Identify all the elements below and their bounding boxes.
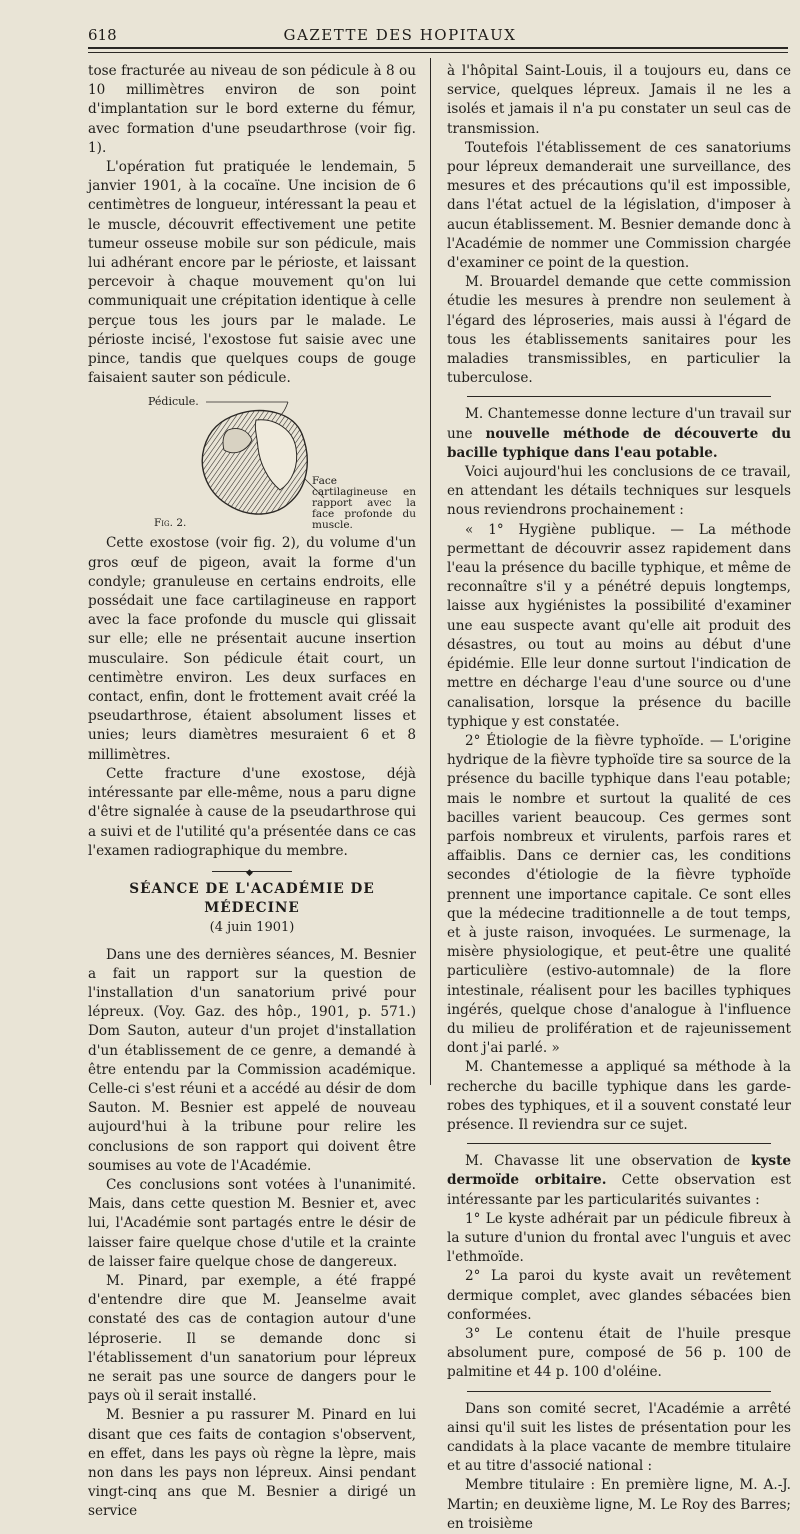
paragraph: Cette exostose (voir fig. 2), du volume d'un gros œuf de pigeon, avait la forme d'un condyle; granuleuse en certains endroits, elle possédait une face cartilagineuse en rapport avec la face profonde du muscle qui glissait sur elle; elle ne présentait aucune insertion musculaire. Son pédicule était court, un centimètre environ. Les deux surfaces en contact, enfin, dont le frottement avait créé la pseudarthrose, étaient absolument lisses et unies; leurs diamètres mesuraient 6 et 8 millimètres. <box>88 535 416 763</box>
paragraph-chantemesse <box>447 405 791 463</box>
paragraph: « 1° Hygiène publique. — La méthode permettant de découvrir assez rapidement dans l'eau la présence du bacille typhique, et même de reconnaître s'il y a pénétré depuis longtemps, laisse aux hygiénistes la possibilité d'examiner une eau suspecte avant qu'elle ait produit des désastres, ou tout au moins au début d'une épidémie. Elle leur donne surtout l'indication de mettre en décharge l'eau d'une source ou d'une canalisation, lorsque la présence du bacille typhique y est constatée. <box>447 521 791 730</box>
header-rule-thin <box>88 52 788 53</box>
paragraph-separator <box>467 396 771 397</box>
paragraph: M. Chantemesse a appliqué sa méthode à la recherche du bacille typhique dans les garde-robes des typhiques, et il a souvent constaté leur présence. Il reviendra sur ce sujet. <box>447 1059 791 1133</box>
paragraph: Cette fracture d'une exostose, déjà intéressante par elle-même, nous a paru digne d'être signalée à cause de la pseudarthrose qui a suivi et de l'utilité qu'a présentée dans ce cas l'examen radiographique du membre. <box>88 765 416 859</box>
paragraph: à l'hôpital Saint-Louis, il a toujours eu, dans ce service, quelques lépreux. Jamais il ne les a isolés et jamais il n'a pu constater un seul cas de transmission. <box>447 63 791 137</box>
paragraph: Toutefois l'établissement de ces sanatoriums pour lépreux demanderait une surveillance, des mesures et des précautions qu'il est impossible, dans l'état actuel de la législation, d'imposer à aucun établissement. M. Besnier demande donc à l'Académie de nommer une Commission chargée d'examiner ce point de la question. <box>447 139 791 272</box>
paragraph: M. Pinard, par exemple, a été frappé d'entendre dire que M. Jeanselme avait constaté des cas de contagion autour d'une léproserie. Il se demande donc si l'établissement d'un sanatorium pour lépreux ne serait pas une source de dangers pour le pays où il serait installé. <box>88 1272 416 1405</box>
right-column <box>447 62 791 1534</box>
paragraph: Membre titulaire : En première ligne, M. A.-J. Martin; en deuxième ligne, M. Le Roy des Barres; en troisième <box>447 1477 791 1532</box>
text-run: Cette observation est intéressante par les particularités suivantes : <box>447 1172 791 1208</box>
paragraph: Ces conclusions sont votées à l'unanimité. Mais, dans cette question M. Besnier et, avec lui, l'Académie sont partagés entre le désir de laisser faire quelque chose d'utile et la crainte de laisser faire quelque chose de dangereux. <box>88 1176 416 1270</box>
paragraph: M. Brouardel demande que cette commission étudie les mesures à prendre non seulement à l'égard des léproseries, mais aussi à l'égard de tous les établissements sanitaires pour les maladies transmissibles, en particulier la tuberculose. <box>447 274 791 387</box>
page-number: 618 <box>88 26 117 44</box>
section-date: (4 juin 1901) <box>209 920 295 936</box>
column-divider <box>430 58 431 1085</box>
paragraph: Voici aujourd'hui les conclusions de ce travail, en attendant les détails techniques sur lesquels nous reviendrons prochainement : <box>447 464 791 519</box>
paragraph: 1° Le kyste adhérait par un pédicule fibreux à la suture d'union du frontal avec l'unguis et avec l'ethmoïde. <box>447 1210 791 1266</box>
paragraph-separator <box>467 1391 771 1392</box>
journal-title: GAZETTE DES HOPITAUX <box>283 26 517 44</box>
paragraph: 2° La paroi du kyste avait un revêtement dermique complet, avec glandes sébacées bien conformées. <box>447 1268 791 1323</box>
page-header <box>0 0 800 60</box>
text-run: M. Chantemesse donne lecture d'un travail sur une <box>447 406 791 442</box>
paragraph: Dans une des dernières séances, M. Besnier a fait un rapport sur la question de l'installation d'un sanatorium privé pour lépreux. (Voy. Gaz. des hôp., 1901, p. 571.) Dom Sauton, auteur d'un projet d'installation d'un établissement de ce genre, a demandé à être entendu par la Commission académique. Celle-ci s'est réuni et a accédé au désir de dom Sauton. M. Besnier est appelé de nouveau aujourd'hui à la tribune pour relire les conclusions de son rapport qui doivent être soumises au vote de l'Académie. <box>88 946 416 1174</box>
figure-label-face: Face cartilagineuse en rapport avec la face profonde du muscle. <box>312 475 416 532</box>
figure-2 <box>88 390 416 530</box>
bold-title: kyste dermoïde orbitaire. <box>447 1153 791 1189</box>
paragraph: M. Besnier a pu rassurer M. Pinard en lui disant que ces faits de contagion s'observent, en effet, dans les pays où règne la lèpre, mais non dans les pays non lépreux. Ainsi pendant vingt-cinq ans que M. Besnier a dirigé un service <box>88 1407 416 1520</box>
section-separator <box>212 871 292 872</box>
paragraph: tose fracturée au niveau de son pédicule à 8 ou 10 millimètres environ de son point d'implantation sur le bord externe du fémur, avec formation d'une pseudarthrose (voir fig. 1). <box>88 63 416 156</box>
paragraph: 3° Le contenu était de l'huile presque absolument pure, composé de 56 p. 100 de palmitine et 44 p. 100 d'oléine. <box>447 1326 791 1381</box>
paragraph: Dans son comité secret, l'Académie a arrêté ainsi qu'il suit les listes de présentation pour les candidats à la place vacante de membre titulaire et au titre d'associé national : <box>447 1400 791 1475</box>
section-title: SÉANCE DE L'ACADÉMIE DE MÉDECINE <box>129 880 375 917</box>
bold-title: nouvelle méthode de découverte du bacille typhique dans l'eau potable. <box>447 425 791 461</box>
figure-caption: Fig. 2. <box>154 517 187 530</box>
paragraph: 2° Étiologie de la fièvre typhoïde. — L'origine hydrique de la fièvre typhoïde tire sa source de la présence du bacille typhique dans l'eau potable; mais le nombre et surtout la qualité de ces bacilles varient beaucoup. Ces germes sont parfois nombreux et virulents, parfois rares et affaiblis. Dans ce dernier cas, les conditions secondes d'étiologie de la fièvre typhoïde prennent une importance capitale. Ce sont elles que la médecine traditionnelle a de tout temps, et à juste raison, invoquées. Le surmenage, la misère physiologique, et peut-être une qualité particulière (estivo-automnale) de la flore intestinale, réalisent pour les bacilles typhiques ingérés, quelque chose d'analogue à l'influence du milieu de prolifération et de rajeunissement dont j'ai parlé. » <box>447 732 791 1057</box>
paragraph-chavasse <box>447 1152 791 1210</box>
text-run: M. Chavasse lit une observation de <box>465 1153 752 1170</box>
header-rule <box>88 47 788 49</box>
figure-label-pedicule: Pédicule. <box>148 395 199 409</box>
paragraph-separator <box>467 1143 771 1144</box>
paragraph: L'opération fut pratiquée le lendemain, 5 janvier 1901, à la cocaïne. Une incision de 6 centimètres de longueur, intéressant la peau et le muscle, découvrit effectivement une petite tumeur osseuse mobile sur son pédicule, mais lui adhérant encore par le périoste, et laissant percevoir à chaque mouvement qu'on lui communiquait une crépitation identique à celle perçue tous les jours par le malade. Le périoste incisé, l'exostose fut saisie avec une pince, tandis que quelques coups de gouge faisaient sauter son pédicule. <box>88 159 416 387</box>
left-column <box>88 62 416 1522</box>
